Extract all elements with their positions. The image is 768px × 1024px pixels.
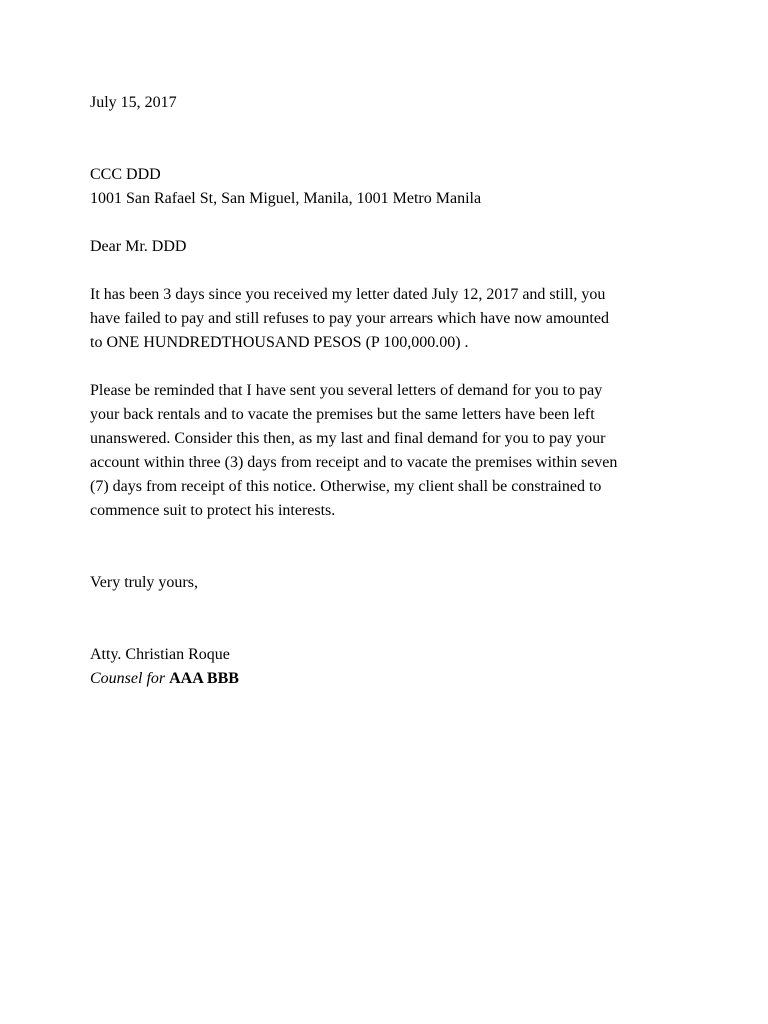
- recipient-name: CCC DDD: [90, 166, 161, 183]
- paragraph-1-line: to ONE HUNDREDTHOUSAND PESOS (P 100,000.00) .: [90, 334, 469, 351]
- paragraph-2-line: unanswered. Consider this then, as my last and final demand for you to pay your: [90, 430, 606, 447]
- closing: Very truly yours,: [90, 574, 198, 591]
- paragraph-2-line: (7) days from receipt of this notice. Otherwise, my client shall be constrained to: [90, 478, 602, 495]
- paragraph-1-line: It has been 3 days since you received my letter dated July 12, 2017 and still, you: [90, 286, 606, 303]
- paragraph-2-line: your back rentals and to vacate the premises but the same letters have been left: [90, 406, 595, 423]
- paragraph-2-line: commence suit to protect his interests.: [90, 502, 336, 519]
- counsel-client: AAA BBB: [169, 670, 239, 687]
- signatory-name: Atty. Christian Roque: [90, 646, 230, 663]
- counsel-prefix: Counsel for: [90, 670, 166, 687]
- paragraph-2-line: Please be reminded that I have sent you several letters of demand for you to pay: [90, 382, 603, 399]
- paragraph-1-line: have failed to pay and still refuses to pay your arrears which have now amounted: [90, 310, 609, 327]
- salutation: Dear Mr. DDD: [90, 238, 187, 255]
- letter-date: July 15, 2017: [90, 94, 177, 111]
- counsel-line: [90, 669, 239, 689]
- recipient-address: 1001 San Rafael St, San Miguel, Manila, 1001 Metro Manila: [90, 190, 482, 207]
- paragraph-2-line: account within three (3) days from receipt and to vacate the premises within seven: [90, 454, 618, 471]
